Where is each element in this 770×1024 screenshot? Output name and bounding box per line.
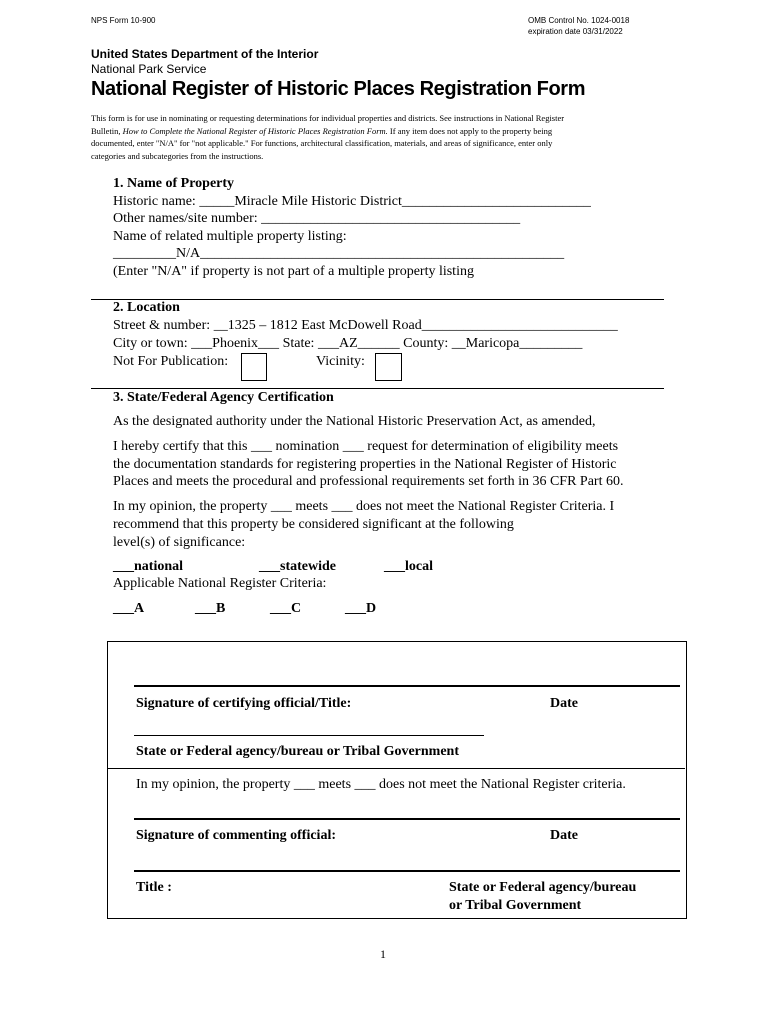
omb-control-number: OMB Control No. 1024-0018: [528, 16, 630, 25]
title-signature-line[interactable]: [134, 870, 680, 872]
page-number: 1: [380, 947, 386, 961]
not-for-publication-checkbox[interactable]: [241, 353, 267, 381]
form-title: National Register of Historic Places Registration Form: [91, 78, 586, 100]
opinion-line-1: In my opinion, the property ___ meets ___ does not meet the National Register Criteria. I: [113, 499, 615, 514]
other-names-field[interactable]: _____________________________________: [261, 211, 521, 226]
instructions-line-2-pre: Bulletin,: [91, 125, 123, 136]
instructions-line-3: documented, enter "N/A" for "not applicable." For functions, architectural classification, materials, and areas of significance, enter only: [91, 138, 553, 148]
criteria-label: Applicable National Register Criteria:: [113, 576, 327, 591]
section-1-heading: 1. Name of Property: [113, 176, 235, 191]
vicinity-checkbox[interactable]: [375, 353, 402, 381]
historic-name-label: Historic name:: [113, 194, 200, 209]
expiration-date: expiration date 03/31/2022: [528, 27, 623, 36]
section-divider-2: [91, 388, 664, 389]
related-listing-note: (Enter "N/A" if property is not part of a multiple property listing: [113, 264, 474, 279]
instructions-line-4: categories and subcategories from the instructions.: [91, 150, 264, 161]
service-name: National Park Service: [91, 62, 207, 76]
opinion-line-2: recommend that this property be considered significant at the following: [113, 517, 514, 532]
certify-line-3: Places and meets the procedural and professional requirements set forth in 36 CFR Part 60.: [113, 474, 624, 489]
certify-line-2: the documentation standards for registering properties in the National Register of Historic: [113, 457, 617, 472]
other-names-label: Other names/site number:: [113, 211, 262, 226]
street-row: [113, 318, 618, 334]
department-name: United States Department of the Interior: [91, 47, 319, 61]
criteria-b[interactable]: ___B: [195, 601, 226, 616]
criteria-c[interactable]: ___C: [270, 601, 302, 616]
certify-line-1: I hereby certify that this ___ nomination ___ request for determination of eligibility meets: [113, 439, 619, 454]
agency-signature-line[interactable]: [134, 735, 484, 736]
city-field[interactable]: ___Phoenix___: [191, 336, 280, 351]
opinion-line-3: level(s) of significance:: [113, 535, 246, 550]
vicinity-label: Vicinity:: [316, 354, 365, 369]
form-number: NPS Form 10-900: [91, 16, 156, 25]
criteria-d[interactable]: ___D: [345, 601, 377, 616]
certifying-signature-line[interactable]: [134, 685, 680, 687]
county-label: County:: [399, 336, 452, 351]
county-field[interactable]: __Maricopa_________: [451, 336, 583, 351]
commenting-date-label: Date: [550, 828, 578, 843]
instructions-line-2: [91, 125, 681, 138]
certifying-official-label: Signature of certifying official/Title:: [136, 696, 352, 711]
related-listing-label: Name of related multiple property listing:: [113, 229, 347, 244]
state-label: State:: [279, 336, 318, 351]
instructions: [91, 112, 681, 162]
historic-name-field[interactable]: _____Miracle Mile Historic District___________________________: [199, 194, 591, 209]
agency-label-2-line-1: State or Federal agency/bureau: [449, 880, 637, 895]
instructions-line-2-post: If any item does not apply to the property being: [387, 125, 553, 136]
city-state-county-row: [113, 336, 582, 352]
related-listing-field[interactable]: _________N/A____________________________________________________: [113, 246, 565, 261]
level-local[interactable]: ___local: [384, 559, 433, 574]
street-field[interactable]: __1325 – 1812 East McDowell Road____________________________: [213, 318, 618, 333]
agency-label: State or Federal agency/bureau or Tribal Government: [136, 744, 460, 759]
level-statewide[interactable]: ___statewide: [259, 559, 336, 574]
instructions-line-1: This form is for use in nominating or requesting determinations for individual properties and districts. See instructions in National Register: [91, 113, 565, 123]
signature-box-divider: [108, 768, 685, 769]
street-label: Street & number:: [113, 318, 214, 333]
section-2-heading: 2. Location: [113, 300, 180, 315]
authority-text: As the designated authority under the National Historic Preservation Act, as amended,: [113, 414, 596, 429]
historic-name-row: [113, 194, 591, 210]
title-label: Title :: [136, 880, 172, 895]
not-for-publication-label: Not For Publication:: [113, 354, 229, 369]
section-3-heading: 3. State/Federal Agency Certification: [113, 390, 334, 405]
other-names-row: [113, 211, 520, 227]
instructions-bulletin-title: How to Complete the National Register of Historic Places Registration Form.: [122, 125, 388, 136]
agency-label-2-line-2: or Tribal Government: [449, 898, 582, 913]
commenting-official-label: Signature of commenting official:: [136, 828, 336, 843]
commenting-opinion-text: In my opinion, the property ___ meets ___ does not meet the National Register criteria.: [136, 777, 626, 792]
commenting-signature-line[interactable]: [134, 818, 680, 820]
criteria-a[interactable]: ___A: [113, 601, 145, 616]
city-label: City or town:: [113, 336, 192, 351]
state-field[interactable]: ___AZ______: [317, 336, 400, 351]
level-national[interactable]: ___national: [113, 559, 184, 574]
certifying-date-label: Date: [550, 696, 578, 711]
